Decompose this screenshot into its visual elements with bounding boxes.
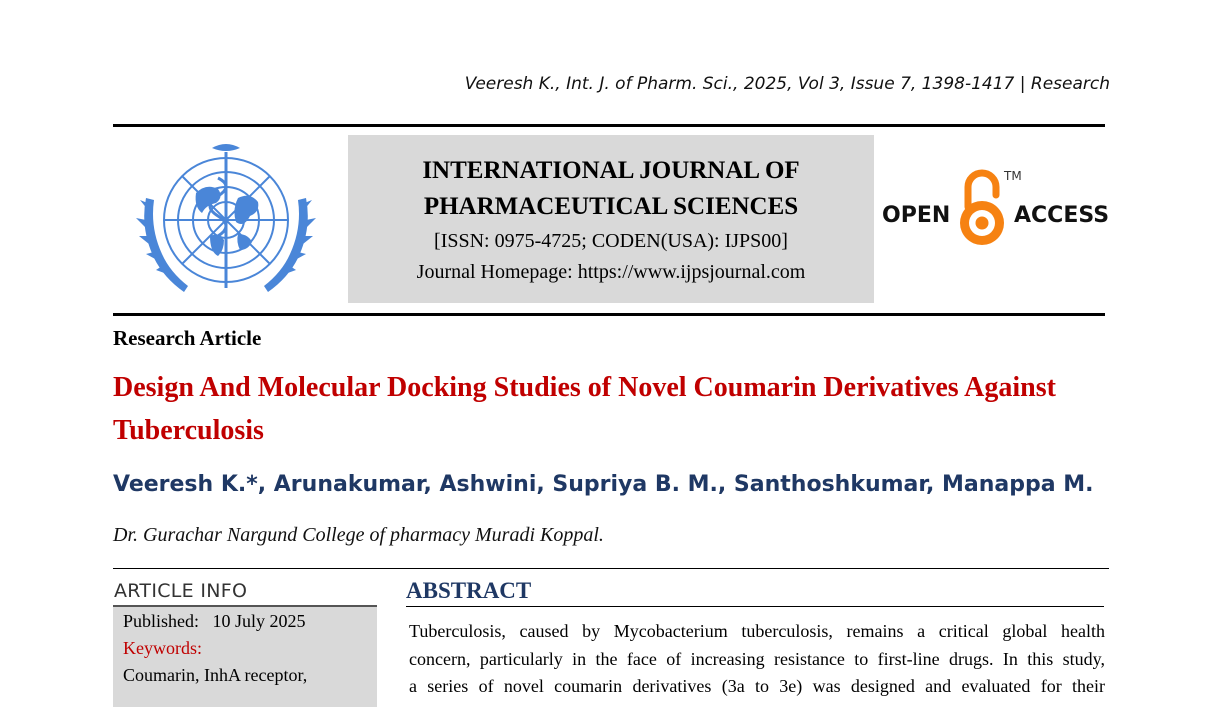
journal-name-line2: PHARMACEUTICAL SCIENCES (423, 193, 799, 220)
keywords-value: Coumarin, InhA receptor, (123, 665, 308, 685)
published-row (123, 611, 306, 632)
journal-name-line1: INTERNATIONAL JOURNAL OF (422, 157, 800, 184)
section-divider (113, 568, 1109, 569)
article-info-heading: ARTICLE INFO (114, 580, 248, 602)
author-list: Veeresh K.*, Arunakumar, Ashwini, Supriya B. M., Santhoshkumar, Manappa M. (113, 472, 1094, 497)
trademark-mark: TM (1004, 169, 1022, 183)
affiliation: Dr. Gurachar Nargund College of pharmacy Muradi Koppal. (113, 524, 604, 546)
open-access-open-text: OPEN (882, 203, 951, 228)
abstract-rule (406, 606, 1104, 607)
open-access-logo (880, 165, 1110, 255)
header-bottom-rule (113, 313, 1105, 316)
open-access-lock-icon (956, 165, 1008, 253)
journal-homepage-link[interactable]: Journal Homepage: https://www.ijpsjournal.com (416, 261, 806, 283)
article-info-box (113, 607, 377, 707)
article-type: Research Article (113, 326, 262, 350)
journal-issn: [ISSN: 0975-4725; CODEN(USA): IJPS00] (434, 230, 788, 252)
article-title: Design And Molecular Docking Studies of Novel Coumarin Derivatives Against Tuberculosis (113, 372, 1056, 446)
abstract-heading: ABSTRACT (406, 578, 532, 603)
abstract-line: Tuberculosis, caused by Mycobacterium tuberculosis, remains a critical global health (409, 621, 1105, 641)
journal-masthead (348, 135, 874, 303)
open-access-access-text: ACCESS (1014, 203, 1110, 228)
abstract-line: concern, particularly in the face of increasing resistance to first-line drugs. In this study, (409, 648, 1105, 669)
keywords-label: Keywords: (123, 638, 202, 658)
abstract-body (409, 618, 1105, 701)
header-top-rule (113, 124, 1105, 127)
globe-caduceus-emblem-icon (126, 138, 326, 308)
abstract-line: a series of novel coumarin derivatives (3a to 3e) was designed and evaluated for their (409, 676, 1105, 696)
published-label: Published: (123, 611, 200, 631)
running-head: Veeresh K., Int. J. of Pharm. Sci., 2025, Vol 3, Issue 7, 1398-1417 | Research (464, 74, 1110, 94)
published-date: 10 July 2025 (212, 611, 306, 631)
